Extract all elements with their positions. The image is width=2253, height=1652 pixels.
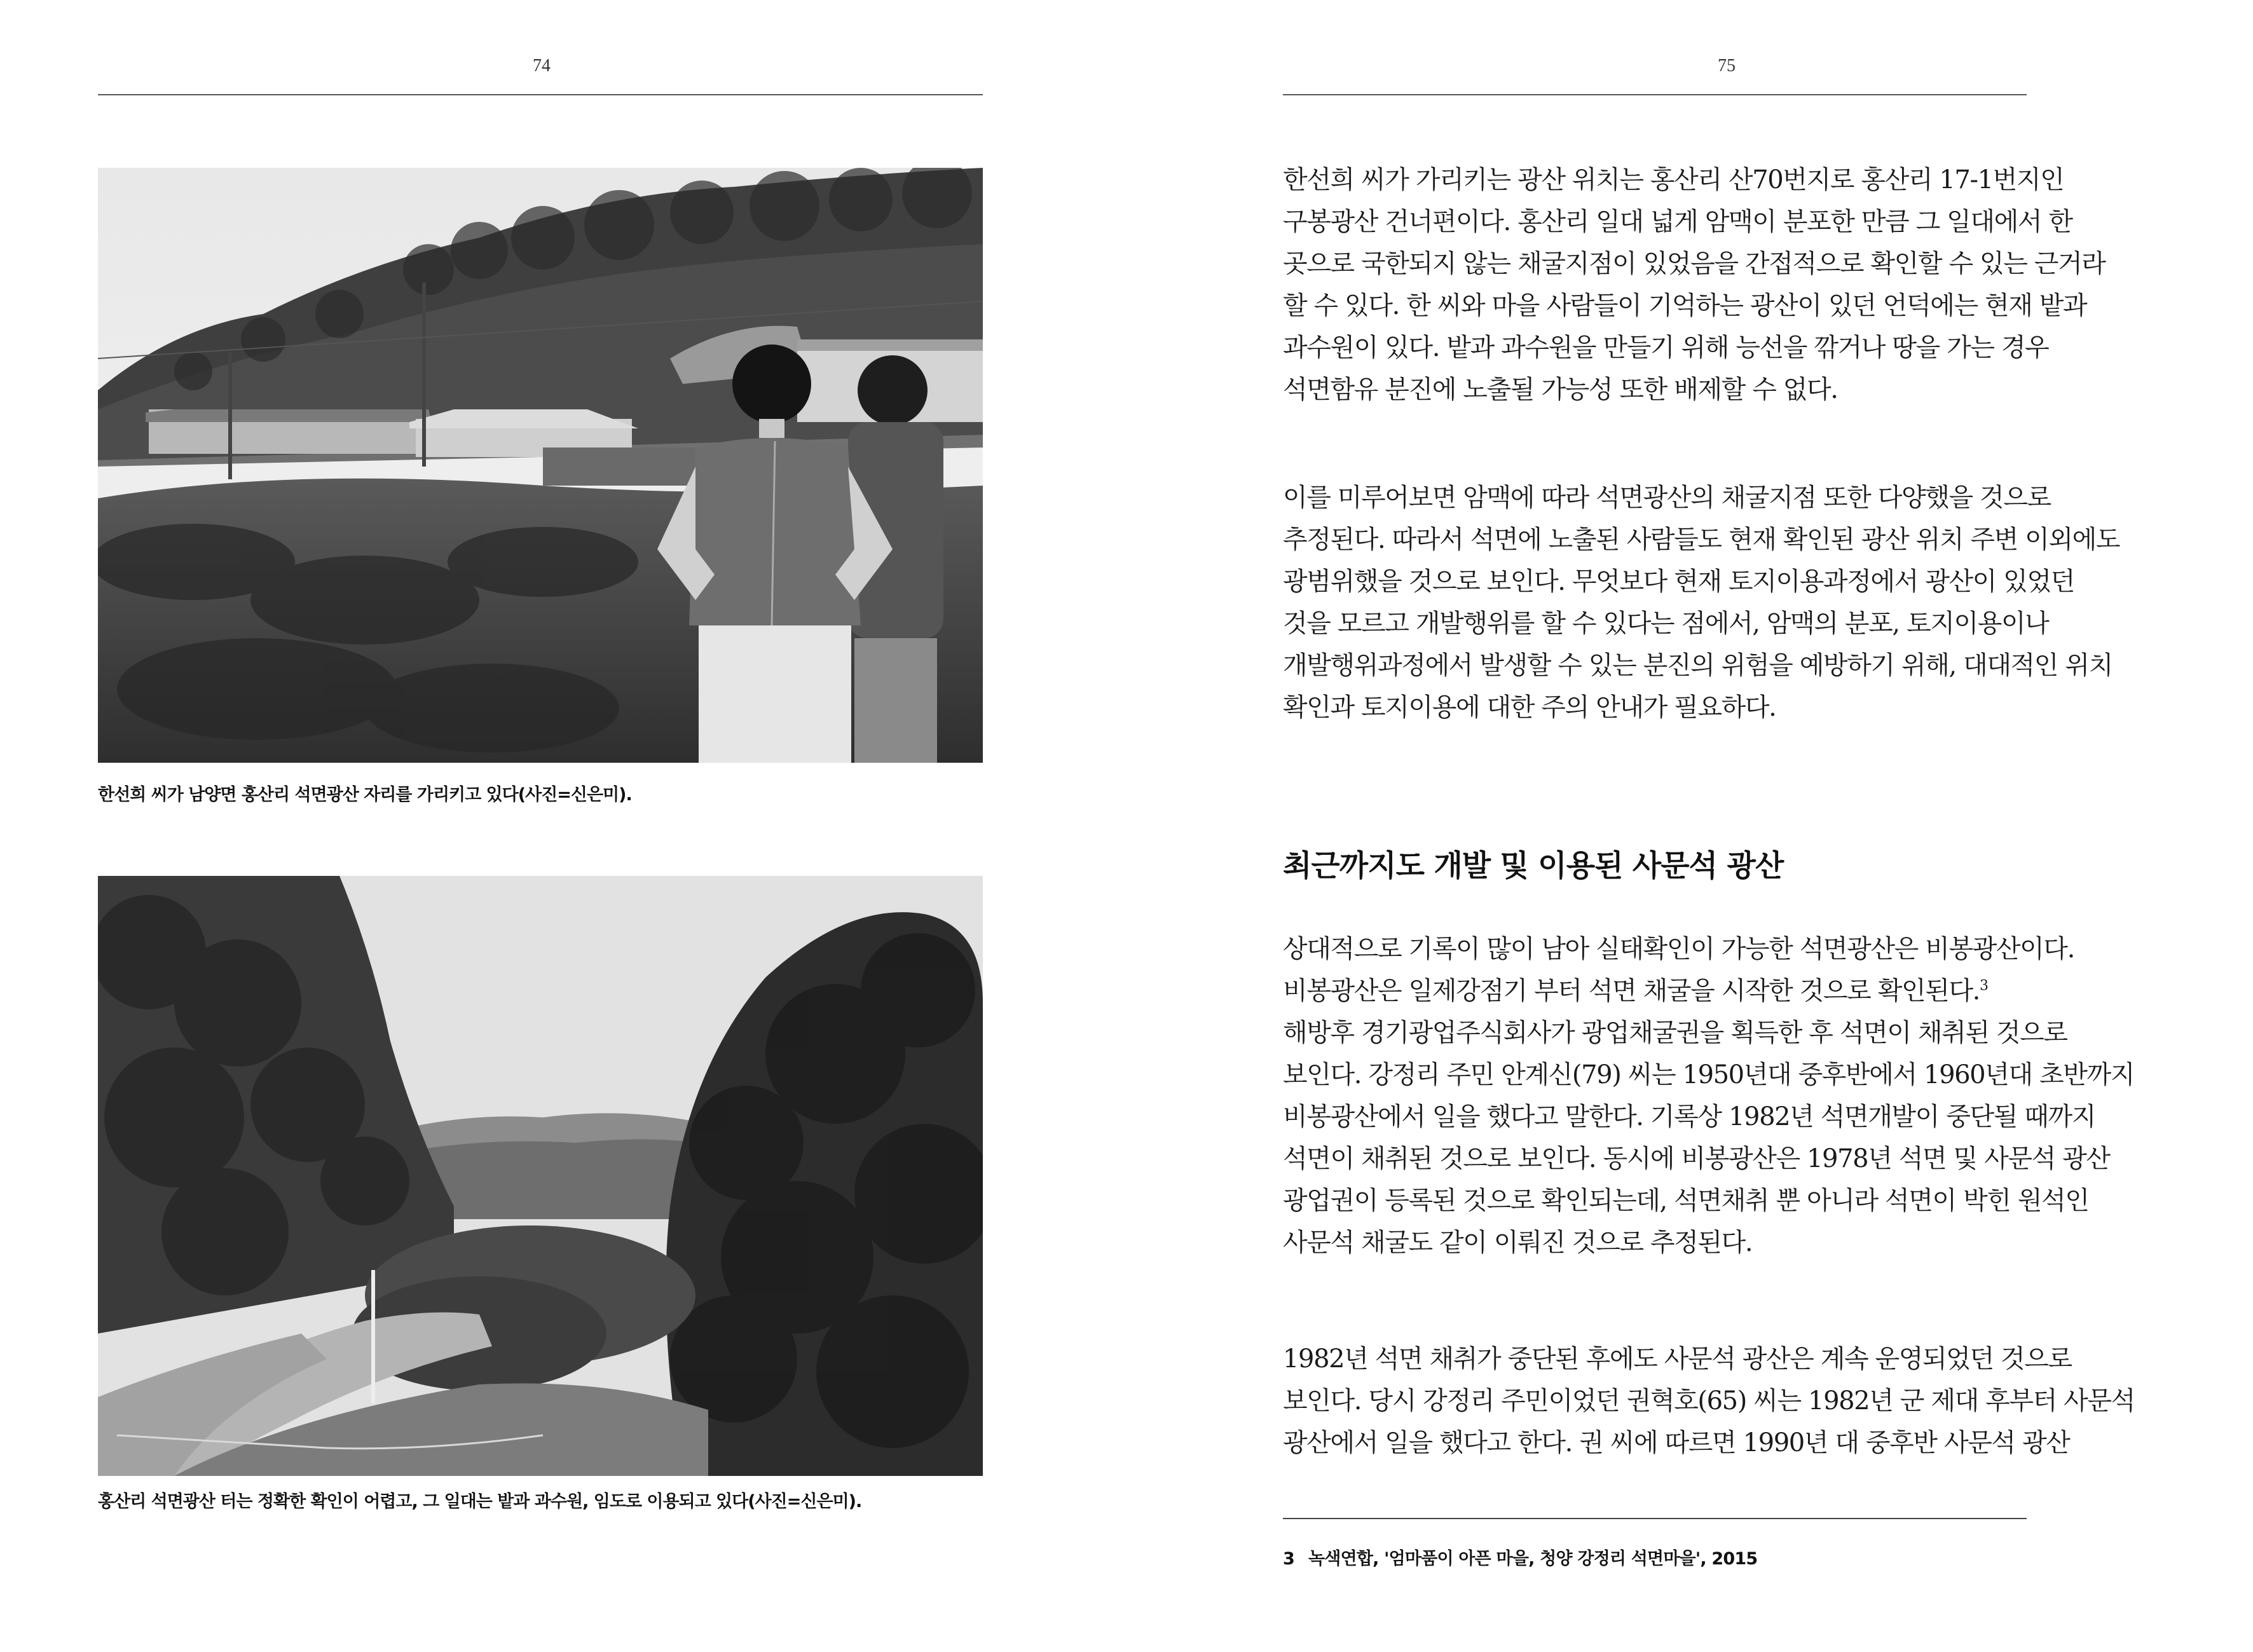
- paragraph-line: 비봉광산에서 일을 했다고 말한다. 기록상 1982년 석면개발이 중단될 때까지: [1283, 1102, 2095, 1131]
- paragraph-line: 석면함유 분진에 노출될 가능성 또한 배제할 수 없다.: [1283, 375, 1838, 404]
- paragraph-line: 과수원이 있다. 밭과 과수원을 만들기 위해 능선을 깎거나 땅을 가는 경우: [1283, 333, 2049, 362]
- photo-hongsan-mine-site: [98, 168, 983, 763]
- paragraph-line: 해방후 경기광업주식회사가 광업채굴권을 획득한 후 석면이 채취된 것으로: [1283, 1018, 2067, 1048]
- paragraph-line: 보인다. 당시 강정리 주민이었던 권혁호(65) 씨는 1982년 군 제대 후부터 사문석: [1283, 1386, 2135, 1416]
- footnote: [1283, 1545, 1757, 1569]
- paragraph-3: [1283, 928, 2134, 1264]
- footnote-number: 3: [1283, 1549, 1294, 1569]
- paragraph-line: 것을 모르고 개발행위를 할 수 있다는 점에서, 암맥의 분포, 토지이용이나: [1283, 609, 2049, 638]
- paragraph-line: 한선희 씨가 가리키는 광산 위치는 홍산리 산70번지로 홍산리 17-1번지인: [1283, 165, 2064, 195]
- photo-1-caption: 한선희 씨가 남양면 홍산리 석면광산 자리를 가리키고 있다(사진=신은미).: [98, 785, 632, 805]
- paragraph-line: 광업권이 등록된 것으로 확인되는데, 석면채취 뿐 아니라 석면이 박힌 원석인: [1283, 1186, 2089, 1215]
- paragraph-line: 개발행위과정에서 발생할 수 있는 분진의 위험을 예방하기 위해, 대대적인 위치: [1283, 651, 2113, 680]
- paragraph-line: 확인과 토지이용에 대한 주의 안내가 필요하다.: [1283, 693, 1776, 722]
- paragraph-line: 광범위했을 것으로 보인다. 무엇보다 현재 토지이용과정에서 광산이 있었던: [1283, 567, 2074, 596]
- paragraph-line-with-footnote: [1283, 970, 2030, 1012]
- paragraph-line: 곳으로 국한되지 않는 채굴지점이 있었음을 간접적으로 확인할 수 있는 근거라: [1283, 249, 2106, 278]
- paragraph-line: 할 수 있다. 한 씨와 마을 사람들이 기억하는 광산이 있던 언덕에는 현재 밭과: [1283, 291, 2087, 320]
- paragraph-line-text: 비봉광산은 일제강점기 부터 석면 채굴을 시작한 것으로 확인된다.: [1283, 976, 1980, 1006]
- paragraph-line: 이를 미루어보면 암맥에 따라 석면광산의 채굴지점 또한 다양했을 것으로: [1283, 483, 2051, 512]
- section-heading: 최근까지도 개발 및 이용된 사문석 광산: [1283, 849, 1784, 884]
- paragraph-line: 구봉광산 건너편이다. 홍산리 일대 넓게 암맥이 분포한 만큼 그 일대에서 한: [1283, 207, 2072, 236]
- photo-2-caption: 홍산리 석면광산 터는 정확한 확인이 어렵고, 그 일대는 밭과 과수원, 임도로 이용되고 있다(사진=신은미).: [98, 1492, 862, 1512]
- photo-2-illustration: [98, 876, 983, 1476]
- paragraph-line: 1982년 석면 채취가 중단된 후에도 사문석 광산은 계속 운영되었던 것으로: [1283, 1344, 2072, 1374]
- header-rule-left: [98, 94, 983, 95]
- paragraph-line: 광산에서 일을 했다고 한다. 권 씨에 따르면 1990년 대 중후반 사문석 광산: [1283, 1428, 2070, 1457]
- paragraph-4: [1283, 1338, 2135, 1464]
- header-rule-right: [1283, 94, 2027, 95]
- paragraph-1: [1283, 159, 2106, 411]
- paragraph-line: 사문석 채굴도 같이 이뤄진 것으로 추정된다.: [1283, 1228, 1753, 1257]
- page-number-right: 75: [1718, 56, 1736, 76]
- footnote-rule: [1283, 1518, 2027, 1519]
- left-page: [0, 0, 1126, 1652]
- page-number-left: 74: [533, 56, 551, 76]
- right-page: [1126, 0, 2253, 1652]
- paragraph-line: 석면이 채취된 것으로 보인다. 동시에 비봉광산은 1978년 석면 및 사문석 광산: [1283, 1144, 2110, 1173]
- photo-hongsan-farmland: [98, 876, 983, 1476]
- paragraph-line: 보인다. 강정리 주민 안계신(79) 씨는 1950년대 중후반에서 1960년대 초반까지: [1283, 1060, 2134, 1089]
- footnote-reference[interactable]: 3: [1980, 978, 1988, 994]
- paragraph-line: 추정된다. 따라서 석면에 노출된 사람들도 현재 확인된 광산 위치 주변 이외에도: [1283, 525, 2120, 554]
- footnote-text: 녹색연합, '엄마품이 아픈 마을, 청양 강정리 석면마을', 2015: [1308, 1549, 1758, 1569]
- photo-1-illustration: [98, 168, 983, 763]
- paragraph-2: [1283, 477, 2120, 728]
- paragraph-line: 상대적으로 기록이 많이 남아 실태확인이 가능한 석면광산은 비봉광산이다.: [1283, 934, 2074, 964]
